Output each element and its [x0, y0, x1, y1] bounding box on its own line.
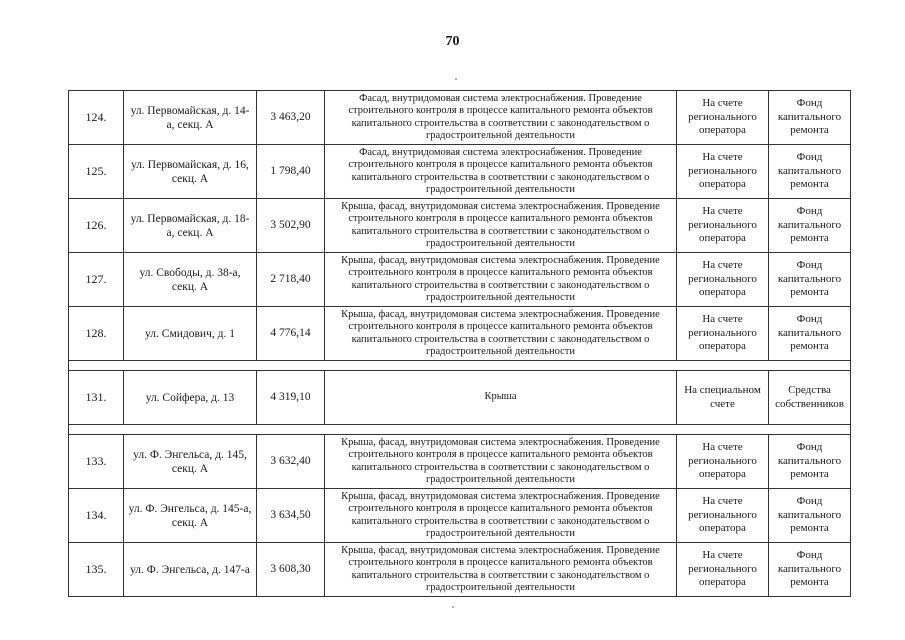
row-number: 126. [69, 199, 124, 253]
account-cell: На счете регионального оператора [677, 307, 769, 361]
row-separator-cell [69, 425, 851, 435]
repair-table [68, 90, 850, 597]
funding-source-cell: Фонд капитального ремонта [769, 145, 851, 199]
table-row [69, 91, 851, 145]
funding-source-cell: Фонд капитального ремонта [769, 435, 851, 489]
address-cell: ул. Ф. Энгельса, д. 145, секц. А [124, 435, 257, 489]
account-cell: На специальном счете [677, 371, 769, 425]
works-cell: Крыша [325, 371, 677, 425]
row-number: 131. [69, 371, 124, 425]
address-cell: ул. Ф. Энгельса, д. 147-а [124, 543, 257, 597]
account-cell: На счете регионального оператора [677, 199, 769, 253]
repair-table-grid [68, 90, 851, 597]
area-cell: 3 463,20 [257, 91, 325, 145]
row-separator [69, 361, 851, 371]
table-row [69, 435, 851, 489]
table-row [69, 253, 851, 307]
works-cell: Крыша, фасад, внутридомовая система электроснабжения. Проведение строительного контроля в процессе капитального ремонта объектов капитального строительства в соответствии с законодательством о градостроительной деятельности [325, 435, 677, 489]
area-cell: 3 632,40 [257, 435, 325, 489]
account-cell: На счете регионального оператора [677, 253, 769, 307]
works-cell: Крыша, фасад, внутридомовая система электроснабжения. Проведение строительного контроля в процессе капитального ремонта объектов капитального строительства в соответствии с законодательством о градостроительной деятельности [325, 543, 677, 597]
account-cell: На счете регионального оператора [677, 489, 769, 543]
works-cell: Крыша, фасад, внутридомовая система электроснабжения. Проведение строительного контроля в процессе капитального ремонта объектов капитального строительства в соответствии с законодательством о градостроительной деятельности [325, 253, 677, 307]
area-cell: 4 319,10 [257, 371, 325, 425]
account-cell: На счете регионального оператора [677, 91, 769, 145]
row-number: 124. [69, 91, 124, 145]
address-cell: ул. Смидович, д. 1 [124, 307, 257, 361]
funding-source-cell: Фонд капитального ремонта [769, 543, 851, 597]
table-row [69, 307, 851, 361]
area-cell: 3 502,90 [257, 199, 325, 253]
table-row [69, 371, 851, 425]
works-cell: Фасад, внутридомовая система электроснабжения. Проведение строительного контроля в процессе капитального ремонта объектов капитального строительства в соответствии с законодательством о градостроительной деятельности [325, 91, 677, 145]
page-number: 70 [445, 34, 460, 49]
area-cell: 1 798,40 [257, 145, 325, 199]
funding-source-cell: Фонд капитального ремонта [769, 489, 851, 543]
area-cell: 2 718,40 [257, 253, 325, 307]
address-cell: ул. Ф. Энгельса, д. 145-а, секц. А [124, 489, 257, 543]
table-row [69, 543, 851, 597]
area-cell: 3 608,30 [257, 543, 325, 597]
funding-source-cell: Фонд капитального ремонта [769, 199, 851, 253]
account-cell: На счете регионального оператора [677, 145, 769, 199]
address-cell: ул. Первомайская, д. 18-а, секц. А [124, 199, 257, 253]
address-cell: ул. Свободы, д. 38-а, секц. А [124, 253, 257, 307]
row-separator [69, 425, 851, 435]
row-number: 128. [69, 307, 124, 361]
funding-source-cell: Средства собственников [769, 371, 851, 425]
works-cell: Фасад, внутридомовая система электроснабжения. Проведение строительного контроля в процессе капитального ремонта объектов капитального строительства в соответствии с законодательством о градостроительной деятельности [325, 145, 677, 199]
area-cell: 4 776,14 [257, 307, 325, 361]
row-number: 127. [69, 253, 124, 307]
table-row [69, 145, 851, 199]
funding-source-cell: Фонд капитального ремонта [769, 91, 851, 145]
works-cell: Крыша, фасад, внутридомовая система электроснабжения. Проведение строительного контроля в процессе капитального ремонта объектов капитального строительства в соответствии с законодательством о градостроительной деятельности [325, 199, 677, 253]
account-cell: На счете регионального оператора [677, 435, 769, 489]
funding-source-cell: Фонд капитального ремонта [769, 253, 851, 307]
row-number: 125. [69, 145, 124, 199]
works-cell: Крыша, фасад, внутридомовая система электроснабжения. Проведение строительного контроля в процессе капитального ремонта объектов капитального строительства в соответствии с законодательством о градостроительной деятельности [325, 489, 677, 543]
table-row [69, 199, 851, 253]
row-number: 133. [69, 435, 124, 489]
address-cell: ул. Первомайская, д. 14-а, секц. А [124, 91, 257, 145]
scan-speck [452, 606, 454, 608]
address-cell: ул. Первомайская, д. 16, секц. А [124, 145, 257, 199]
table-row [69, 489, 851, 543]
account-cell: На счете регионального оператора [677, 543, 769, 597]
row-number: 135. [69, 543, 124, 597]
row-number: 134. [69, 489, 124, 543]
area-cell: 3 634,50 [257, 489, 325, 543]
funding-source-cell: Фонд капитального ремонта [769, 307, 851, 361]
address-cell: ул. Сойфера, д. 13 [124, 371, 257, 425]
row-separator-cell [69, 361, 851, 371]
scan-speck [455, 78, 457, 80]
works-cell: Крыша, фасад, внутридомовая система электроснабжения. Проведение строительного контроля в процессе капитального ремонта объектов капитального строительства в соответствии с законодательством о градостроительной деятельности [325, 307, 677, 361]
